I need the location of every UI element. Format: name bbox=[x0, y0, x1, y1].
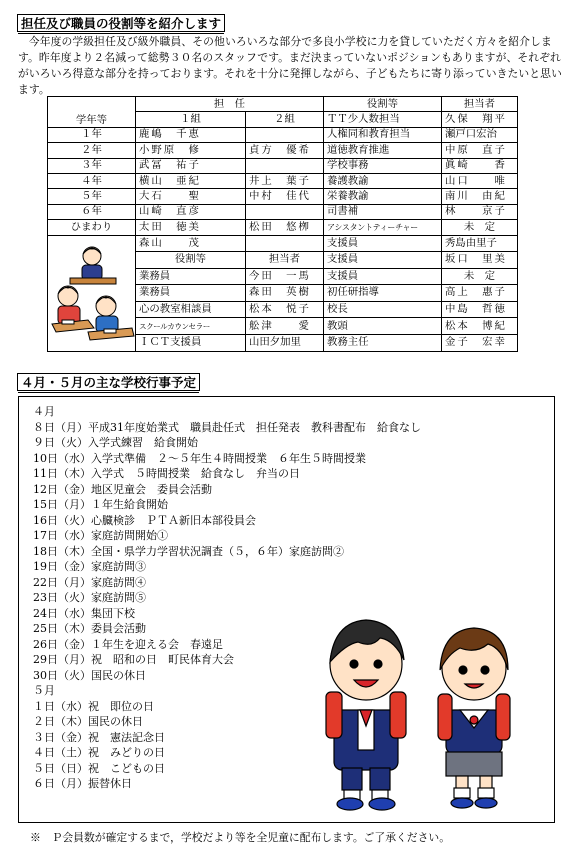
event-line: ３日（金）祝 憲法記念日 bbox=[33, 730, 165, 744]
right-role: 栄養教諭 bbox=[324, 189, 442, 204]
left-role: 心の教室相談員 bbox=[136, 301, 246, 318]
header-kumi1: １組 bbox=[136, 112, 246, 127]
event-line: ４日（土）祝 みどりの日 bbox=[33, 746, 165, 759]
event-line: 24日（水）集団下校 bbox=[33, 606, 135, 620]
right-role: 教頭 bbox=[324, 318, 442, 335]
event-line: 18日（木）全国・県学力学習状況調査（５，６年）家庭訪問② bbox=[33, 544, 344, 558]
right-person: 久保 翔平 bbox=[442, 112, 518, 127]
header-gakunen: 学年等 bbox=[48, 97, 136, 128]
right-role: 学校事務 bbox=[324, 158, 442, 173]
right-person: 中島 哲徳 bbox=[442, 301, 518, 318]
right-person: 眞崎 香 bbox=[442, 158, 518, 173]
right-role: 校長 bbox=[324, 301, 442, 318]
right-person: 秀島由里子 bbox=[442, 235, 518, 252]
right-role: 人権同和教育担当 bbox=[324, 127, 442, 142]
right-person: 中原 直子 bbox=[442, 143, 518, 158]
left-person: 森田 英樹 bbox=[246, 285, 324, 302]
class1-teacher: 小野原 修 bbox=[136, 143, 246, 158]
event-line: 29日（月）祝 昭和の日 町民体育大会 bbox=[33, 653, 234, 666]
event-line: ８日（月）平成31年度始業式 職員赴任式 担任発表 教科書配布 給食なし bbox=[33, 420, 421, 434]
event-line: 30日（火）国民の休日 bbox=[33, 668, 146, 682]
right-person: 松本 博紀 bbox=[442, 318, 518, 335]
right-role: 支援員 bbox=[324, 268, 442, 285]
grade-label: ３年 bbox=[48, 158, 136, 173]
section2-title: ４月・５月の主な学校行事予定 bbox=[17, 373, 200, 391]
right-role: 司書補 bbox=[324, 204, 442, 219]
right-role: 養護教諭 bbox=[324, 173, 442, 188]
section1-title: 担任及び職員の役割等を紹介します bbox=[17, 14, 225, 32]
event-line: 26日（金）１年生を迎える会 春遠足 bbox=[33, 637, 223, 651]
extra-staff-name: 森山 茂 bbox=[136, 235, 246, 252]
grade-label: ２年 bbox=[48, 143, 136, 158]
grade-label: ４年 bbox=[48, 173, 136, 188]
event-line: ２日（木）国民の休日 bbox=[33, 715, 143, 728]
right-role: 初任研指導 bbox=[324, 285, 442, 302]
grade-label: ６年 bbox=[48, 204, 136, 219]
event-line: １日（水）祝 即位の日 bbox=[33, 699, 154, 713]
event-line: 12日（金）地区児童会 委員会活動 bbox=[33, 482, 212, 496]
right-person: 金子 宏幸 bbox=[442, 334, 518, 351]
grade-label: ５年 bbox=[48, 189, 136, 204]
class2-teacher: 井上 葉子 bbox=[246, 173, 324, 188]
grade-label: ひまわり bbox=[48, 220, 136, 235]
empty-cell bbox=[246, 235, 324, 252]
event-line: 17日（水）家庭訪問開始① bbox=[33, 529, 168, 542]
sub-header-role: 役割等 bbox=[136, 252, 246, 269]
left-person: 山田夕加里 bbox=[246, 334, 324, 351]
event-line: 19日（金）家庭訪問③ bbox=[33, 560, 146, 573]
class2-teacher: 中村 佳代 bbox=[246, 189, 324, 204]
class1-teacher: 鹿嶋 千恵 bbox=[136, 127, 246, 142]
event-line: 15日（月）１年生給食開始 bbox=[33, 498, 168, 511]
left-person: 松本 悦子 bbox=[246, 301, 324, 318]
event-line: ５月 bbox=[33, 684, 55, 697]
right-person: 山口 唯 bbox=[442, 173, 518, 188]
class2-teacher bbox=[246, 127, 324, 142]
class1-teacher: 武冨 祐子 bbox=[136, 158, 246, 173]
right-role: 教務主任 bbox=[324, 334, 442, 351]
right-person: 未 定 bbox=[442, 268, 518, 285]
class1-teacher: 山崎 直彦 bbox=[136, 204, 246, 219]
left-role: ＩＣＴ支援員 bbox=[136, 334, 246, 351]
left-person: 舩津 愛 bbox=[246, 318, 324, 335]
event-line: 16日（火）心臓検診 ＰＴＡ新旧本部役員会 bbox=[33, 513, 256, 527]
right-role: アシスタントティーチャー bbox=[324, 220, 442, 235]
class2-teacher: 松田 悠栁 bbox=[246, 220, 324, 235]
left-role: 業務員 bbox=[136, 268, 246, 285]
staff-table bbox=[47, 96, 518, 352]
right-person: 高上 惠子 bbox=[442, 285, 518, 302]
class2-teacher: 貞方 優希 bbox=[246, 143, 324, 158]
class2-teacher bbox=[246, 204, 324, 219]
event-line: 10日（水）入学式準備 ２～５年生４時間授業 ６年生５時間授業 bbox=[33, 451, 366, 465]
event-line: ５日（日）祝 こどもの日 bbox=[33, 761, 165, 775]
class1-teacher: 横山 亜紀 bbox=[136, 173, 246, 188]
header-yakuwari: 役割等 bbox=[324, 97, 442, 112]
left-person: 今田 一馬 bbox=[246, 268, 324, 285]
right-person: 坂口 里美 bbox=[442, 252, 518, 269]
right-person: 南川 由紀 bbox=[442, 189, 518, 204]
class1-teacher: 大石 聖 bbox=[136, 189, 246, 204]
right-person: 林 京子 bbox=[442, 204, 518, 219]
class1-teacher: 太田 徳美 bbox=[136, 220, 246, 235]
schoolchildren-illustration bbox=[320, 598, 535, 813]
header-kumi2: ２組 bbox=[246, 112, 324, 127]
right-person: 瀬戸口宏治 bbox=[442, 127, 518, 142]
event-line: 11日（木）入学式 ５時間授業 給食なし 弁当の日 bbox=[33, 467, 300, 480]
right-person: 未 定 bbox=[442, 220, 518, 235]
right-role: 道徳教育推進 bbox=[324, 143, 442, 158]
left-role: スクールカウンセラー bbox=[136, 318, 246, 335]
right-role: ＴＴ少人数担当 bbox=[324, 112, 442, 127]
event-line: 25日（木）委員会活動 bbox=[33, 622, 146, 635]
right-role: 支援員 bbox=[324, 252, 442, 269]
sub-header-person: 担当者 bbox=[246, 252, 324, 269]
footnote: ※ Ｐ会員数が確定するまで，学校だより等を全児童に配布します。ご了承ください。 bbox=[30, 831, 450, 844]
header-tantousha: 担当者 bbox=[442, 97, 518, 112]
event-line: 23日（火）家庭訪問⑤ bbox=[33, 591, 146, 604]
intro-paragraph: 今年度の学級担任及び級外職員、その他いろいろな部分で多良小学校に力を貸していただく方々を紹介します。昨年度より２名減って総勢３０名のスタッフです。まだ決まっていないポジションもありますが、それぞれがいろいろ得意な部分を持っております。それを十分に発揮しながら、子どもたちに寄り添っていきたいと思います。 bbox=[18, 35, 562, 96]
grade-label: １年 bbox=[48, 127, 136, 142]
event-line: 22日（月）家庭訪問④ bbox=[33, 575, 146, 589]
class2-teacher bbox=[246, 158, 324, 173]
header-tannin: 担 任 bbox=[136, 97, 324, 112]
left-role: 業務員 bbox=[136, 285, 246, 302]
event-line: ６日（月）振替休日 bbox=[33, 777, 132, 790]
right-role: 支援員 bbox=[324, 235, 442, 252]
event-line: ９日（火）入学式練習 給食開始 bbox=[33, 436, 198, 449]
event-line: ４月 bbox=[33, 405, 55, 418]
students-at-desk-illustration bbox=[48, 235, 136, 351]
